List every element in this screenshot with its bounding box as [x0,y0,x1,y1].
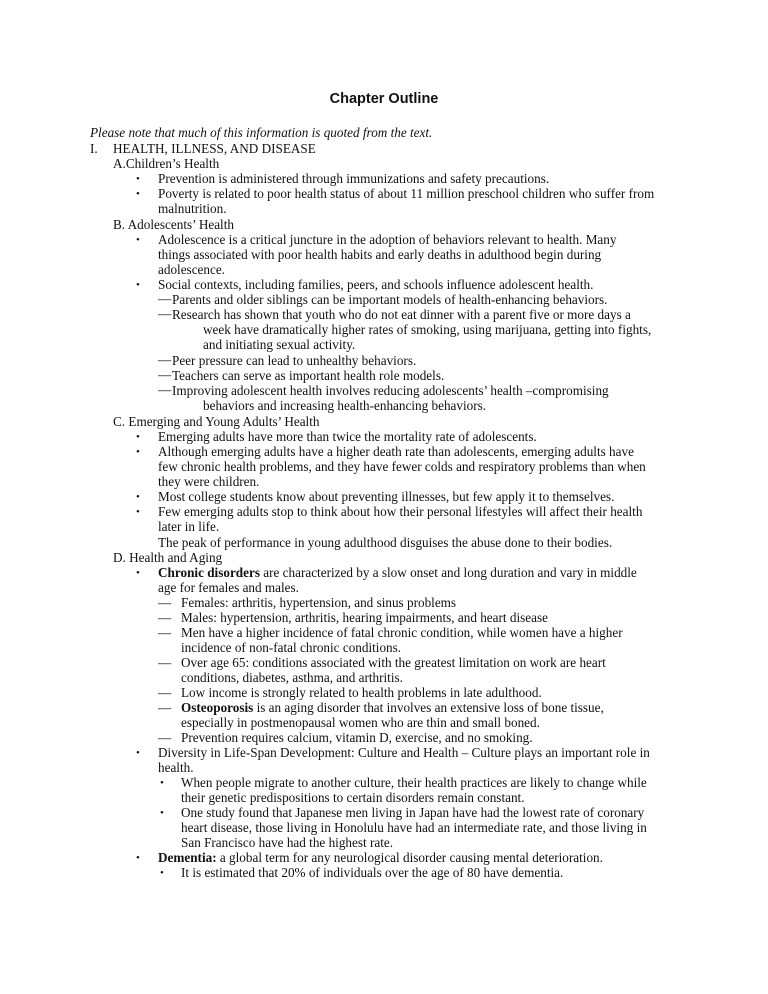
list-item-continued: later in life. [158,519,220,534]
list-item: Although emerging adults have a higher death rate than adolescents, emerging adults have [158,444,634,459]
dash-icon: — [158,291,172,306]
sub-list-item-continued: especially in postmenopausal women who are thin and small boned. [181,715,540,730]
bullet-icon: • [136,852,140,864]
list-item: Emerging adults have more than twice the mortality rate of adolescents. [158,429,537,444]
subsection-b-label: B. Adolescents’ Health [113,217,234,232]
sub-list-item: Peer pressure can lead to unhealthy behaviors. [172,353,417,368]
list-item: Diversity in Life-Span Development: Culture and Health – Culture plays an important role in [158,745,650,760]
sub-list-item: Improving adolescent health involves reducing adolescents’ health –compromising [172,383,609,398]
subsection-a-label: A.Children’s Health [113,156,220,171]
list-item: Adolescence is a critical juncture in the adoption of behaviors relevant to health. Many [158,232,617,247]
list-item-continued: few chronic health problems, and they have fewer colds and respiratory problems than when [158,459,646,474]
sub-list-item: Over age 65: conditions associated with the greatest limitation on work are heart [181,655,606,670]
bullet-icon: • [136,173,140,185]
term-definition: is an aging disorder that involves an extensive loss of bone tissue, [253,700,604,715]
bullet-icon: • [136,446,140,458]
dash-icon: — [158,655,172,670]
subsection-d-label: D. Health and Aging [113,550,223,565]
term-dementia: Dementia: [158,850,217,865]
sub-list-item: Low income is strongly related to health problems in late adulthood. [181,685,542,700]
list-item-continued: health. [158,760,194,775]
list-item-continued: adolescence. [158,262,225,277]
bullet-icon: • [136,279,140,291]
dash-icon: — [158,700,172,715]
sub-list-item: Men have a higher incidence of fatal chronic condition, while women have a higher [181,625,623,640]
sub-list-item: Females: arthritis, hypertension, and sinus problems [181,595,457,610]
list-item: Prevention is administered through immunizations and safety precautions. [158,171,550,186]
dash-icon: — [158,610,172,625]
sub-list-item-continued: San Francisco have had the highest rate. [181,835,394,850]
list-item: The peak of performance in young adulthood disguises the abuse done to their bodies. [158,535,613,550]
dash-icon: — [158,625,172,640]
bullet-icon: • [136,747,140,759]
bullet-icon: • [136,431,140,443]
sub-list-item: It is estimated that 20% of individuals over the age of 80 have dementia. [181,865,564,880]
sub-list-item-continued: and initiating sexual activity. [203,337,356,352]
sub-list-item: Males: hypertension, arthritis, hearing impairments, and heart disease [181,610,548,625]
bullet-icon: • [160,777,164,789]
sub-list-item: Teachers can serve as important health role models. [172,368,445,383]
sub-list-item-continued: week have dramatically higher rates of smoking, using marijuana, getting into fights, [203,322,652,337]
intro-note: Please note that much of this information is quoted from the text. [90,125,433,140]
bullet-icon: • [160,807,164,819]
bullet-icon: • [136,491,140,503]
dash-icon: — [158,685,172,700]
sub-list-item: When people migrate to another culture, their health practices are likely to change while [181,775,647,790]
sub-list-item: Parents and older siblings can be important models of health-enhancing behaviors. [172,292,608,307]
list-item: Most college students know about preventing illnesses, but few apply it to themselves. [158,489,615,504]
sub-list-item: Research has shown that youth who do not eat dinner with a parent five or more days a [172,307,631,322]
list-item-continued: age for females and males. [158,580,299,595]
sub-list-item-continued: behaviors and increasing health-enhancing behaviors. [203,398,487,413]
sub-list-item-continued: their genetic predispositions to certain disorders remain constant. [181,790,525,805]
list-item: Few emerging adults stop to think about how their personal lifestyles will affect their health [158,504,643,519]
sub-list-item-continued: conditions, diabetes, asthma, and arthritis. [181,670,403,685]
dash-icon: — [158,352,172,367]
bullet-icon: • [136,188,140,200]
subsection-c-label: C. Emerging and Young Adults’ Health [113,414,320,429]
section-heading: HEALTH, ILLNESS, AND DISEASE [113,141,316,156]
term-definition: a global term for any neurological disorder causing mental deterioration. [216,850,603,865]
dash-icon: — [158,382,172,397]
list-item: Poverty is related to poor health status of about 11 million preschool children who suffer from [158,186,655,201]
list-item [158,850,603,865]
list-item-continued: they were children. [158,474,260,489]
list-item [158,565,637,580]
sub-list-item [181,700,604,715]
dash-icon: — [158,595,172,610]
bullet-icon: • [136,567,140,579]
sub-list-item-continued: heart disease, those living in Honolulu have had an intermediate rate, and those living in [181,820,647,835]
bullet-icon: • [136,234,140,246]
sub-list-item: Prevention requires calcium, vitamin D, exercise, and no smoking. [181,730,533,745]
section-number: I. [90,141,98,156]
dash-icon: — [158,730,172,745]
sub-list-item-continued: incidence of non-fatal chronic conditions. [181,640,402,655]
term-chronic-disorders: Chronic disorders [158,565,260,580]
sub-list-item: One study found that Japanese men living in Japan have had the lowest rate of coronary [181,805,645,820]
list-item-continued: malnutrition. [158,201,227,216]
dash-icon: — [158,306,172,321]
term-definition: are characterized by a slow onset and long duration and vary in middle [259,565,637,580]
list-item: Social contexts, including families, peers, and schools influence adolescent health. [158,277,594,292]
page-title: Chapter Outline [329,91,439,107]
list-item-continued: things associated with poor health habits and early deaths in adulthood begin during [158,247,602,262]
bullet-icon: • [136,506,140,518]
bullet-icon: • [160,867,164,879]
dash-icon: — [158,367,172,382]
term-osteoporosis: Osteoporosis [181,700,254,715]
